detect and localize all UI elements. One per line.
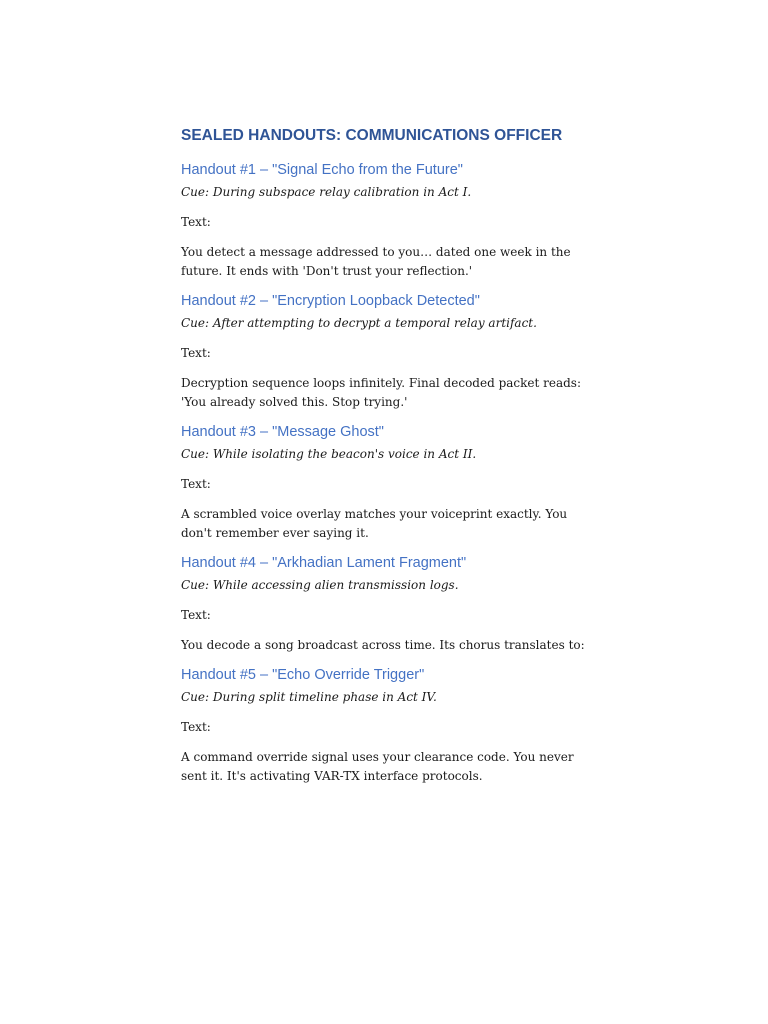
handout-2 [181, 291, 601, 412]
handout-cue: Cue: After attempting to decrypt a temporal relay artifact. [181, 316, 537, 330]
handout-title: Handout #1 – "Signal Echo from the Future" [181, 162, 463, 178]
handout-text-body: You detect a message addressed to you… dated one week in the future. It ends with 'Don't trust your reflection.' [181, 245, 571, 278]
handout-text-label: Text: [181, 720, 211, 734]
handout-text-label: Text: [181, 608, 211, 622]
handout-title: Handout #2 – "Encryption Loopback Detected" [181, 293, 480, 309]
handout-title: Handout #3 – "Message Ghost" [181, 424, 384, 440]
handout-text-body: A scrambled voice overlay matches your voiceprint exactly. You don't remember ever saying it. [181, 507, 568, 540]
handout-text-body: Decryption sequence loops infinitely. Final decoded packet reads: 'You already solved this. Stop trying.' [181, 376, 582, 409]
handout-cue: Cue: During split timeline phase in Act IV. [181, 690, 437, 704]
handout-text-label: Text: [181, 215, 211, 229]
handout-text-label: Text: [181, 477, 211, 491]
handout-4 [181, 553, 601, 655]
handout-text-label: Text: [181, 346, 211, 360]
handout-title: Handout #5 – "Echo Override Trigger" [181, 667, 425, 683]
handout-title: Handout #4 – "Arkhadian Lament Fragment" [181, 555, 467, 571]
handout-text-body: You decode a song broadcast across time. Its chorus translates to: [181, 638, 585, 652]
handout-text-body: A command override signal uses your clearance code. You never sent it. It's activating VAR-TX interface protocols. [181, 750, 574, 783]
handout-3 [181, 422, 601, 543]
handout-cue: Cue: During subspace relay calibration in Act I. [181, 185, 472, 199]
handout-5 [181, 665, 601, 786]
handout-cue: Cue: While isolating the beacon's voice in Act II. [181, 447, 477, 461]
handout-cue: Cue: While accessing alien transmission logs. [181, 578, 459, 592]
document-title: SEALED HANDOUTS: COMMUNICATIONS OFFICER [181, 127, 563, 144]
handout-1 [181, 160, 601, 281]
document-page [181, 126, 601, 796]
